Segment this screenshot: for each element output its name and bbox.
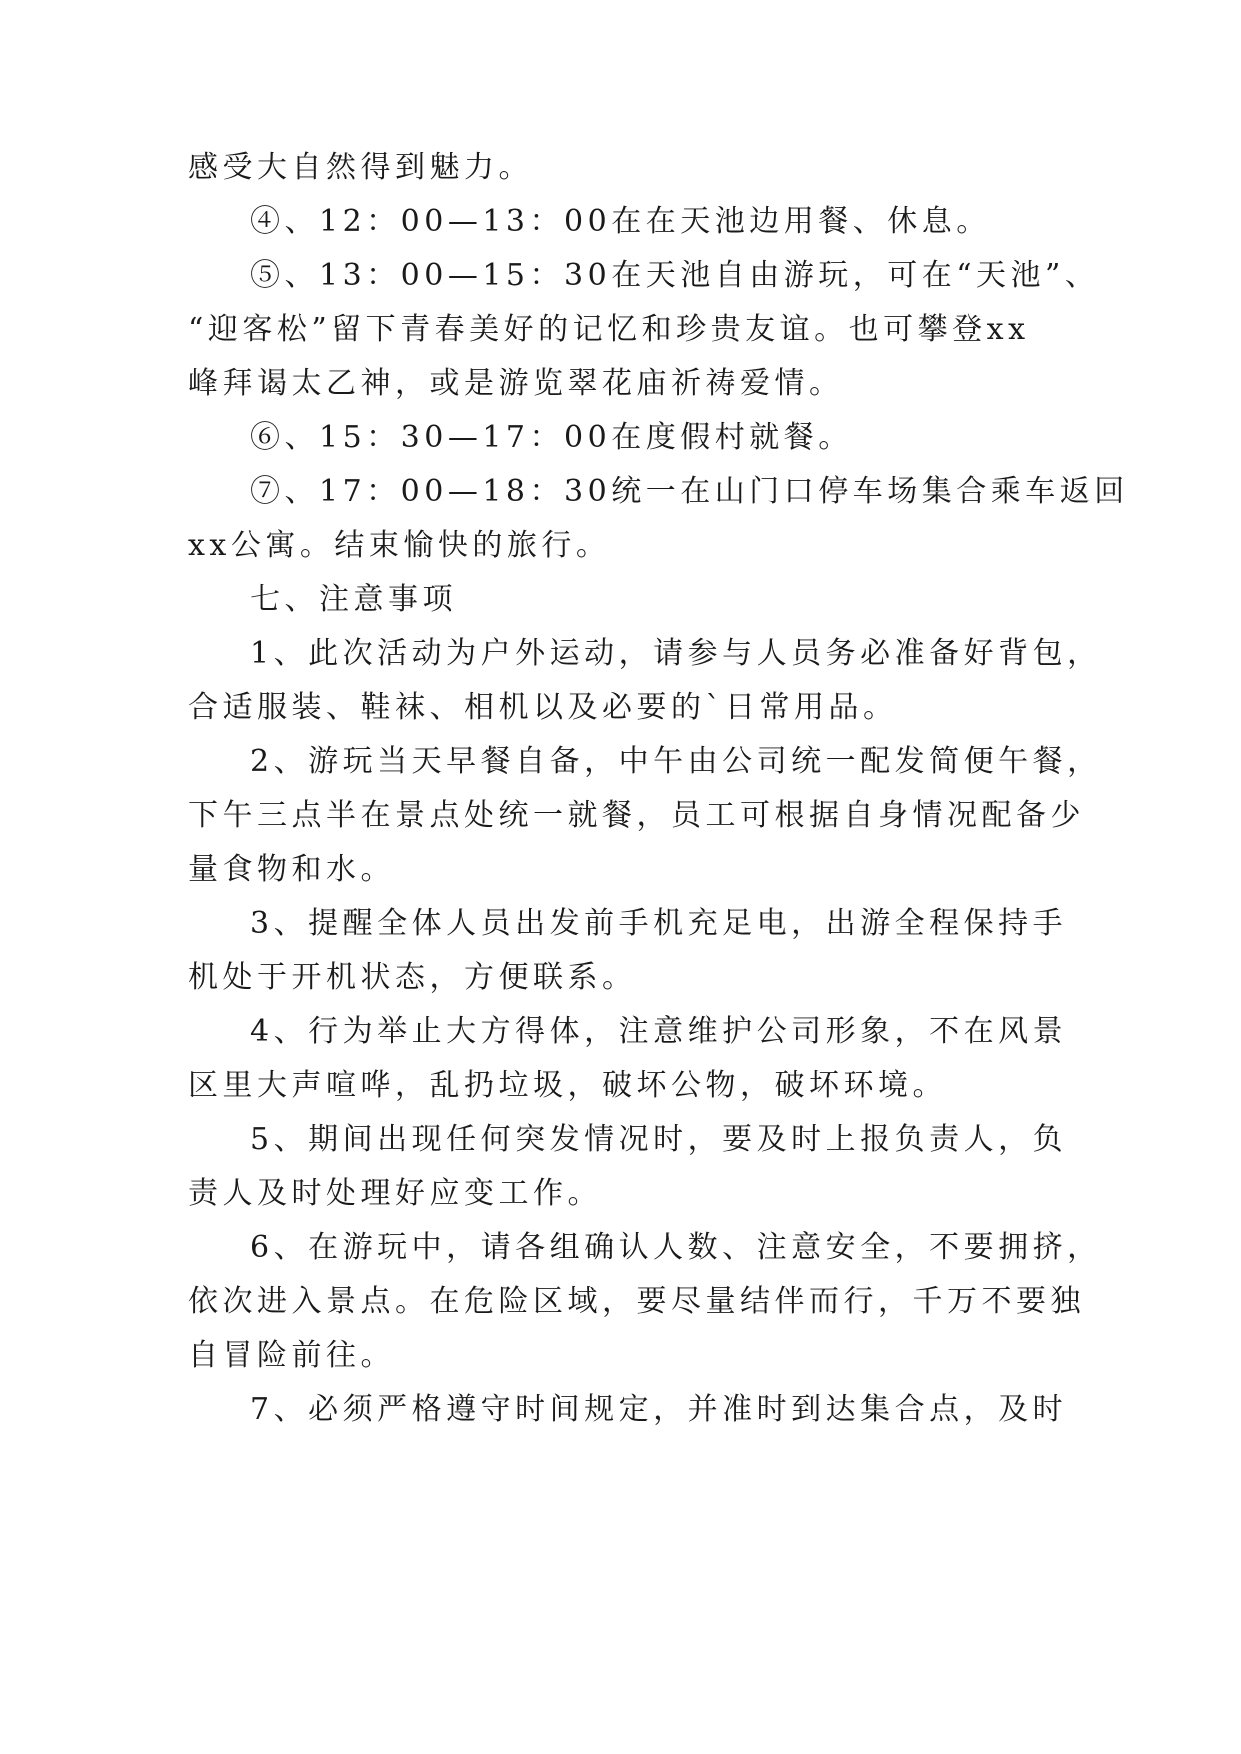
schedule-item-7: ⑦、17：00—18：30统一在山门口停车场集合乘车返回 xyxy=(250,474,1129,509)
paragraph-line: 下午三点半在景点处统一就餐，员工可根据自身情况配备少 xyxy=(188,798,1085,833)
notice-item-4: 4、行为举止大方得体，注意维护公司形象，不在风景 xyxy=(250,1014,1068,1049)
notice-item-6: 6、在游玩中，请各组确认人数、注意安全，不要拥挤， xyxy=(250,1230,1102,1265)
paragraph-line: 机处于开机状态，方便联系。 xyxy=(188,960,637,995)
paragraph-line: xx公寓。结束愉快的旅行。 xyxy=(188,528,611,563)
paragraph-line: 量食物和水。 xyxy=(188,852,395,887)
paragraph-line: 依次进入景点。在危险区域，要尽量结伴而行，千万不要独 xyxy=(188,1284,1085,1319)
paragraph-line: 峰拜谒太乙神，或是游览翠花庙祈祷爱情。 xyxy=(188,366,844,401)
notice-item-2: 2、游玩当天早餐自备，中午由公司统一配发简便午餐， xyxy=(250,744,1102,779)
notice-item-7: 7、必须严格遵守时间规定，并准时到达集合点，及时 xyxy=(250,1392,1068,1427)
paragraph-line: 自冒险前往。 xyxy=(188,1338,395,1373)
schedule-item-4: ④、12：00—13：00在在天池边用餐、休息。 xyxy=(250,204,991,239)
paragraph-line: 合适服装、鞋袜、相机以及必要的`日常用品。 xyxy=(188,690,898,725)
schedule-item-5: ⑤、13：00—15：30在天池自由游玩，可在“天池”、 xyxy=(250,258,1100,293)
paragraph-line: 责人及时处理好应变工作。 xyxy=(188,1176,602,1211)
notice-item-3: 3、提醒全体人员出发前手机充足电，出游全程保持手 xyxy=(250,906,1068,941)
paragraph-line: 区里大声喧哗，乱扔垃圾，破坏公物，破坏环境。 xyxy=(188,1068,947,1103)
notice-item-5: 5、期间出现任何突发情况时，要及时上报负责人，负 xyxy=(250,1122,1068,1157)
paragraph-line: 感受大自然得到魅力。 xyxy=(188,150,533,185)
schedule-item-6: ⑥、15：30—17：00在度假村就餐。 xyxy=(250,420,853,455)
section-heading: 七、注意事项 xyxy=(250,582,457,617)
paragraph-line: “迎客松”留下青春美好的记忆和珍贵友谊。也可攀登xx xyxy=(188,312,1030,347)
notice-item-1: 1、此次活动为户外运动，请参与人员务必准备好背包， xyxy=(250,636,1102,671)
